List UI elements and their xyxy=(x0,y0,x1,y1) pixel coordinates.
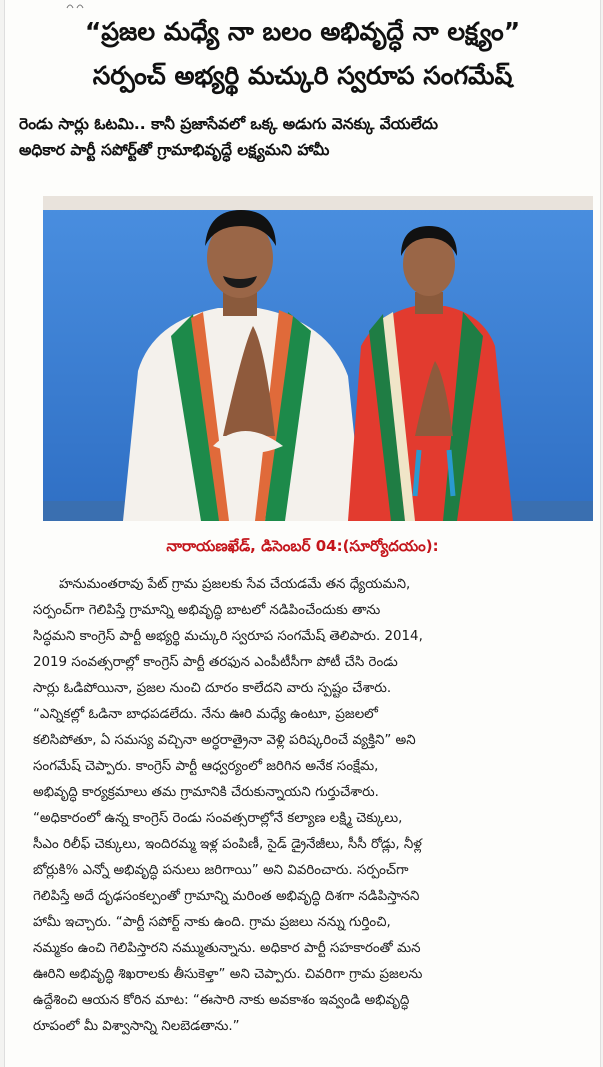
body-line: సంగమేష్ చెప్పారు. కాంగ్రెస్ పార్టీ ఆధ్వర్యంలో జరిగిన అనేక సంక్షేమ, xyxy=(33,759,379,774)
subheading-2: అధికార పార్టీ సపోర్ట్‌తో గ్రామాభివృద్ధే లక్ష్యమని హామీ xyxy=(19,141,330,159)
body-line: సీఎం రిలీఫ్ చెక్కులు, ఇందిరమ్మ ఇళ్ల పంపిణీ, సైడ్ డ్రైనేజీలు, సీసీ రోడ్లు, నీళ్ల xyxy=(33,837,422,852)
body-line: హనుమంతరావు పేట్ గ్రామ ప్రజలకు సేవ చేయడమే తన ధ్యేయమని, xyxy=(59,577,411,592)
candidate-photo-illustration xyxy=(43,196,593,521)
candidate-photo xyxy=(43,196,593,521)
cropped-text-fragment xyxy=(65,0,105,10)
body-line: 2019 సంవత్సరాల్లో కాంగ్రెస్ పార్టీ తరఫున ఎంపీటీసీగా పోటీ చేసి రెండు xyxy=(33,655,398,670)
body-line: హామీ ఇచ్చారు. “పార్టీ సపోర్ట్ నాకు ఉంది. గ్రామ ప్రజలు నన్ను గుర్తించి, xyxy=(33,915,391,930)
cropped-text-fragment-bottom xyxy=(125,1058,325,1067)
body-line: సిద్ధమని కాంగ్రెస్ పార్టీ అభ్యర్థి మచ్కురి స్వరూప సంగమేష్ తెలిపారు. 2014, xyxy=(33,629,423,644)
newspaper-clipping xyxy=(4,0,601,1067)
body-line: ఊరిని అభివృద్ధి శిఖరాలకు తీసుకెళ్తా” అని చెప్పారు. చివరిగా గ్రామ ప్రజలను xyxy=(33,967,423,982)
body-line: రూపంలో మీ విశ్వాసాన్ని నిలబెడతాను.” xyxy=(33,1019,240,1034)
article-body xyxy=(33,572,593,1040)
body-line: సర్పంచ్‌గా గెలిపిస్తే గ్రామాన్ని అభివృద్ధి బాటలో నడిపించేందుకు తాను xyxy=(33,603,381,618)
body-line: “ఎన్నికల్లో ఓడినా బాధపడలేదు. నేను ఊరి మధ్యే ఉంటూ, ప్రజలలో xyxy=(33,707,378,722)
subheading-1: రెండు సార్లు ఓటమి.. కానీ ప్రజాసేవలో ఒక్క అడుగు వెనక్కు వేయలేదు xyxy=(19,115,439,133)
body-line: గెలిపిస్తే అదే దృఢసంకల్పంతో గ్రామాన్ని మరింత అభివృద్ధి దిశగా నడిపిస్తానని xyxy=(33,889,420,904)
body-line: కలిసిపోతూ, ఏ సమస్య వచ్చినా అర్ధరాత్రైనా వెళ్లి పరిష్కరించే వ్యక్తిని” అని xyxy=(33,733,416,748)
body-line: ఉద్దేశించి ఆయన కోరిన మాట: “ఈసారి నాకు అవకాశం ఇవ్వండి అభివృద్ధి xyxy=(33,993,410,1008)
body-line: “అధికారంలో ఉన్న కాంగ్రెస్ రెండు సంవత్సరాల్లోనే కల్యాణ లక్ష్మి చెక్కులు, xyxy=(33,811,403,826)
body-line: సార్లు ఓడిపోయినా, ప్రజల నుంచి దూరం కాలేదని వారు స్పష్టం చేశారు. xyxy=(33,681,392,696)
body-line: నమ్మకం ఉంచి గెలిపిస్తారని నమ్ముతున్నాను. అధికార పార్టీ సహకారంతో మన xyxy=(33,941,421,956)
headline-line-1: “ప్రజల మధ్యే నా బలం అభివృద్ధే నా లక్ష్యం” xyxy=(84,17,521,46)
dateline: నారాయణఖేడ్, డిసెంబర్ 04:(సూర్యోదయం): xyxy=(166,537,439,555)
headline-line-2: సర్పంచ్ అభ్యర్థి మచ్కురి స్వరూప సంగమేష్ xyxy=(92,61,513,90)
body-line: అభివృద్ధి కార్యక్రమాలు తమ గ్రామానికి చేరుకున్నాయని గుర్తుచేశారు. xyxy=(33,785,379,800)
body-line: బోర్లుకి% ఎన్నో అభివృద్ధి పనులు జరిగాయి” అని వివరించారు. సర్పంచ్‌గా xyxy=(33,863,409,878)
